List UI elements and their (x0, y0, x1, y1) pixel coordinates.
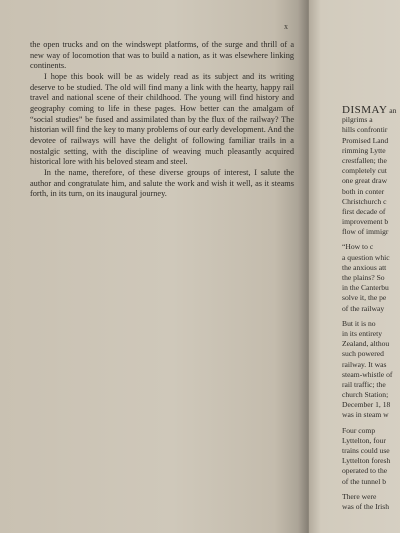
line-text: rimming Lytte (342, 145, 386, 155)
dropcap-word: DISMAY (342, 104, 388, 116)
line-text: such powered (342, 349, 384, 359)
line-text: was in steam w (342, 410, 389, 420)
text-line (342, 197, 400, 207)
line-text: solve it, the pe (342, 293, 387, 303)
page-number: x (284, 22, 288, 31)
text-line (342, 426, 400, 436)
text-line (342, 360, 400, 370)
text-line (342, 242, 400, 252)
line-text: pilgrims a (342, 115, 373, 125)
text-line (342, 400, 400, 410)
text-line (342, 283, 400, 293)
text-line (342, 446, 400, 456)
line-text: crestfallen; the (342, 155, 387, 165)
text-line (342, 273, 400, 283)
line-text: church Station; (342, 390, 389, 400)
line-text: But it is no (342, 318, 376, 328)
line-text: Zealand, althou (342, 339, 390, 349)
text-line (342, 390, 400, 400)
line-text: of the railway (342, 303, 385, 313)
line-text: in its entirety (342, 328, 383, 338)
line-text: Lyttelton, four (342, 435, 386, 445)
text-line (342, 125, 400, 135)
text-line (342, 146, 400, 156)
text-line (342, 227, 400, 237)
left-page-text (30, 40, 294, 200)
line-text: Promised Land (342, 135, 389, 145)
text-line (342, 304, 400, 314)
line-text: Lyttelton foresh (342, 456, 391, 466)
text-line (342, 207, 400, 217)
text-line (342, 115, 400, 125)
text-line (342, 370, 400, 380)
line-text: was of the Irish (342, 501, 390, 511)
line-text: railway. It was (342, 359, 387, 369)
text-line (342, 339, 400, 349)
text-line (342, 136, 400, 146)
line-text: flow of immigr (342, 227, 389, 237)
text-line (342, 492, 400, 502)
line-text: steam-whistle of (342, 369, 393, 379)
line-text: a question whic (342, 252, 390, 262)
text-line (342, 329, 400, 339)
text-line (342, 217, 400, 227)
text-line (342, 319, 400, 329)
line-text: improvement b (342, 217, 389, 227)
paragraph: the open trucks and on the windswept platforms, of the surge and thrill of a new way of locomotion that was to build a nation, as it was elsewhere linking continents. (30, 40, 294, 71)
text-line (342, 380, 400, 390)
line-text: of the tunnel b (342, 476, 387, 486)
line-text: the plains? So (342, 273, 385, 282)
text-line (342, 466, 400, 476)
line-text: trains could use (342, 446, 390, 455)
text-line (342, 253, 400, 263)
line-text: both in conter (342, 186, 385, 196)
paragraph: I hope this book will be as widely read as its subject and its writing deserve to be studied. The old will find many a link with the hearty, happy rail travel and national scene of their childhood. The young will find history and geography coming to life in these pages. How better can the amalgam of “social studies” be fused and assimilated than by the flux of the railway? The historian will find the key to many problems of our early development. And the devotee of railways will have the delight of following familiar trails in a nostalgic setting, with the discipline of weaving much pleasantly acquired historical lore with his beloved steam and steel. (30, 71, 294, 167)
text-line (342, 456, 400, 466)
text-line (342, 105, 400, 115)
line-text: operated to the (342, 466, 388, 476)
text-line (342, 477, 400, 487)
text-line (342, 176, 400, 186)
text-line (342, 166, 400, 176)
text-line (342, 410, 400, 420)
right-page-text (342, 105, 400, 512)
text-line (342, 187, 400, 197)
line-text: hills confrontir (342, 125, 388, 135)
line-text: first decade of (342, 206, 386, 216)
line-text: rail traffic; the (342, 379, 386, 389)
line-text: There were (342, 491, 377, 501)
line-text: Christchurch c (342, 196, 387, 206)
line-text: an (387, 106, 397, 115)
paragraph: In the name, therefore, of these diverse groups of interest, I salute the author and congratulate him, and salute the work and wish it well, as it steams forth, in its turn, on its inaugural journey. (30, 167, 294, 199)
text-line (342, 502, 400, 512)
line-text: “How to c (342, 242, 374, 252)
line-text: December 1, 18 (342, 400, 391, 410)
text-line (342, 436, 400, 446)
line-text: completely cut (342, 166, 387, 176)
text-line (342, 263, 400, 273)
text-line (342, 156, 400, 166)
line-text: Four comp (342, 425, 376, 435)
line-text: the anxious att (342, 262, 387, 272)
text-line (342, 349, 400, 359)
text-line (342, 293, 400, 303)
line-text: one great draw (342, 176, 388, 186)
line-text: in the Canterbu (342, 283, 389, 293)
